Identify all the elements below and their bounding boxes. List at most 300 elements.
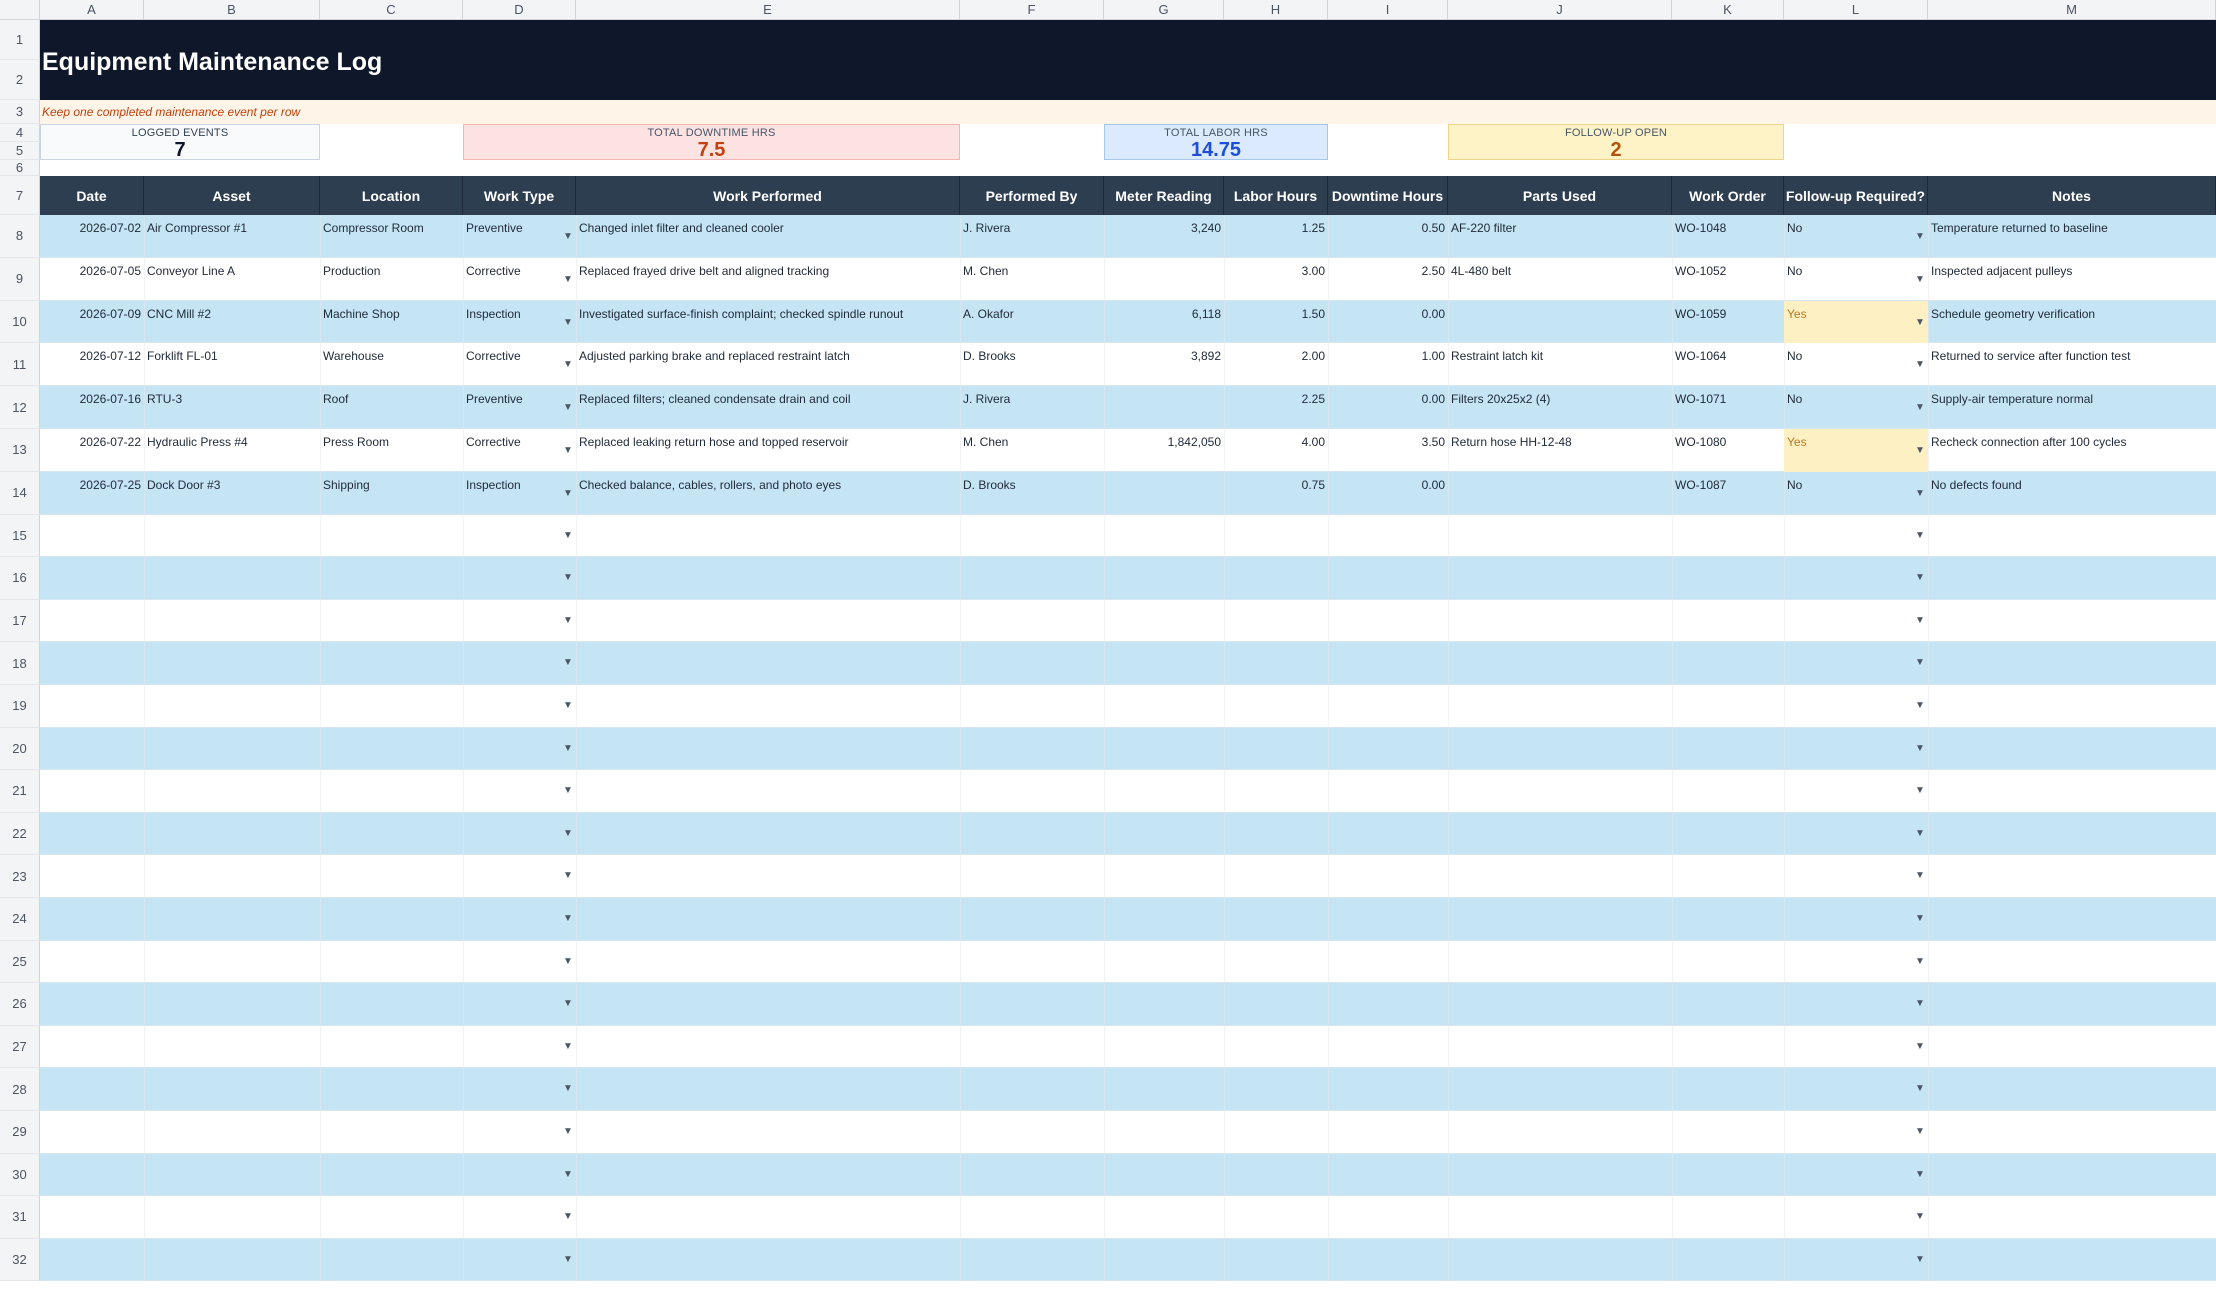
gridline	[1104, 1239, 1105, 1282]
cell-notes[interactable]: Supply-air temperature normal	[1931, 392, 2094, 407]
row-header-29[interactable]: 29	[0, 1111, 40, 1154]
gridline	[1448, 770, 1449, 813]
work-type-dropdown-icon[interactable]: ▼	[563, 1126, 573, 1137]
cell-downtime-hours[interactable]: 3.50	[1421, 435, 1445, 449]
gridline	[144, 642, 145, 685]
row-header-25[interactable]: 25	[0, 941, 40, 984]
cell-work-type[interactable]: Preventive	[466, 392, 523, 407]
follow-up-dropdown-icon[interactable]: ▼	[1915, 1083, 1925, 1095]
gridline	[1928, 685, 1929, 728]
gridline	[320, 983, 321, 1026]
cell-asset[interactable]: Conveyor Line A	[147, 263, 236, 278]
gridline	[320, 642, 321, 685]
follow-up-dropdown-icon[interactable]: ▼	[1915, 487, 1925, 499]
column-title-location[interactable]: Location	[320, 176, 463, 215]
gridline	[1448, 1068, 1449, 1111]
column-title-downtime-hours[interactable]: Downtime Hours	[1328, 176, 1448, 215]
cell-notes[interactable]: Returned to service after function test	[1931, 349, 2131, 364]
cell-follow-up-required[interactable]: Yes	[1784, 301, 1928, 344]
gridline	[1784, 600, 1785, 643]
kpi-label-total-labor-hrs: TOTAL LABOR HRS	[1164, 127, 1268, 139]
gridline	[463, 770, 464, 813]
column-header-j[interactable]: J	[1448, 0, 1672, 20]
empty-row	[40, 1239, 2216, 1282]
row-header-31[interactable]: 31	[0, 1196, 40, 1239]
gridline	[320, 1196, 321, 1239]
column-title-follow-up-required[interactable]: Follow-up Required?	[1784, 176, 1928, 215]
gridline	[1104, 515, 1105, 558]
cell-work-order[interactable]: WO-1048	[1675, 221, 1727, 235]
work-type-dropdown-icon[interactable]: ▼	[563, 529, 573, 541]
gridline	[576, 1111, 577, 1154]
column-title-work-order[interactable]: Work Order	[1672, 176, 1784, 215]
work-type-dropdown-icon[interactable]: ▼	[563, 273, 573, 285]
gridline	[1104, 557, 1105, 600]
gridline	[463, 941, 464, 984]
empty-row	[40, 983, 2216, 1026]
column-header-e[interactable]: E	[576, 0, 960, 20]
cell-location[interactable]: Press Room	[323, 435, 390, 449]
cell-meter-reading[interactable]: 6,118	[1191, 306, 1221, 321]
gridline	[1224, 898, 1225, 941]
gridline	[1448, 1026, 1449, 1069]
gridline	[1672, 1196, 1673, 1239]
cell-notes[interactable]: No defects found	[1931, 477, 2022, 492]
column-header-a[interactable]: A	[40, 0, 144, 20]
row-header-27[interactable]: 27	[0, 1026, 40, 1069]
column-header-c[interactable]: C	[320, 0, 463, 20]
column-header-b[interactable]: B	[144, 0, 320, 20]
gridline	[576, 1068, 577, 1111]
gridline	[1784, 855, 1785, 898]
gridline	[320, 515, 321, 558]
cell-parts-used[interactable]: AF-220 filter	[1451, 221, 1517, 235]
row-header-26[interactable]: 26	[0, 983, 40, 1026]
cell-performed-by[interactable]: M. Chen	[963, 435, 1009, 449]
column-title-parts-used[interactable]: Parts Used	[1448, 176, 1672, 215]
cell-work-performed[interactable]: Investigated surface-finish complaint; checked spindle runout	[579, 306, 904, 321]
gridline	[1224, 685, 1225, 728]
gridline	[144, 1026, 145, 1069]
gridline	[1448, 642, 1449, 685]
cell-labor-hours[interactable]: 3.00	[1301, 263, 1325, 278]
row-header-23[interactable]: 23	[0, 855, 40, 898]
row-header-17[interactable]: 17	[0, 600, 40, 643]
cell-location[interactable]: Machine Shop	[323, 306, 400, 321]
follow-up-dropdown-icon[interactable]: ▼	[1915, 1253, 1925, 1265]
empty-row	[40, 941, 2216, 984]
gridline	[960, 642, 961, 685]
row-header-20[interactable]: 20	[0, 728, 40, 771]
follow-up-dropdown-icon[interactable]: ▼	[1915, 913, 1925, 924]
gridline	[1224, 855, 1225, 898]
cell-work-order[interactable]: WO-1059	[1675, 306, 1727, 321]
cell-location[interactable]: Warehouse	[323, 349, 384, 364]
cell-parts-used[interactable]	[1448, 301, 1672, 344]
work-type-dropdown-icon[interactable]: ▼	[563, 1253, 573, 1265]
column-header-h[interactable]: H	[1224, 0, 1328, 20]
cell-performed-by[interactable]: J. Rivera	[963, 392, 1011, 407]
empty-row	[40, 1196, 2216, 1239]
cell-location[interactable]: Compressor Room	[323, 221, 424, 235]
gridline	[1448, 1239, 1449, 1282]
gridline	[144, 515, 145, 558]
cell-parts-used[interactable]: Filters 20x25x2 (4)	[1451, 392, 1551, 407]
work-type-dropdown-icon[interactable]: ▼	[563, 913, 573, 924]
gridline	[1448, 898, 1449, 941]
column-title-work-type[interactable]: Work Type	[463, 176, 576, 215]
follow-up-dropdown-icon[interactable]: ▼	[1915, 1126, 1925, 1137]
cell-parts-used[interactable]: Restraint latch kit	[1451, 349, 1544, 364]
follow-up-dropdown-icon[interactable]: ▼	[1915, 359, 1925, 371]
gridline	[463, 1196, 464, 1239]
gridline	[463, 1111, 464, 1154]
cell-work-type[interactable]: Inspection	[466, 477, 521, 492]
cell-work-order[interactable]: WO-1087	[1675, 477, 1727, 492]
row-header-8[interactable]: 8	[0, 215, 40, 258]
follow-up-dropdown-icon[interactable]: ▼	[1915, 1211, 1925, 1223]
gridline	[463, 1068, 464, 1111]
gridline	[1224, 642, 1225, 685]
cell-notes[interactable]: Schedule geometry verification	[1931, 306, 2096, 321]
work-type-dropdown-icon[interactable]: ▼	[563, 1211, 573, 1223]
gridline	[960, 515, 961, 558]
cell-labor-hours[interactable]: 2.00	[1301, 349, 1325, 364]
column-title-work-performed[interactable]: Work Performed	[576, 176, 960, 215]
work-type-dropdown-icon[interactable]: ▼	[563, 1083, 573, 1095]
gridline	[1928, 1068, 1929, 1111]
cell-work-performed[interactable]: Replaced frayed drive belt and aligned tracking	[579, 263, 830, 278]
cell-follow-up-required[interactable]: No	[1787, 392, 1803, 407]
gridline	[463, 515, 464, 558]
row-header-14[interactable]: 14	[0, 472, 40, 515]
gridline	[960, 983, 961, 1026]
gridline	[960, 685, 961, 728]
cell-labor-hours[interactable]: 2.25	[1301, 392, 1325, 407]
gridline	[1928, 898, 1929, 941]
gridline	[576, 1026, 577, 1069]
row-header-1[interactable]: 1	[0, 20, 40, 60]
cell-follow-up-required[interactable]: No	[1787, 221, 1803, 235]
gridline	[1672, 1239, 1673, 1282]
gridline	[1224, 600, 1225, 643]
cell-location[interactable]: Production	[323, 263, 381, 278]
follow-up-dropdown-icon[interactable]: ▼	[1915, 572, 1925, 584]
cell-meter-reading[interactable]	[1104, 386, 1224, 429]
empty-row	[40, 515, 2216, 558]
gridline	[1928, 941, 1929, 984]
gridline	[144, 1068, 145, 1111]
cell-notes[interactable]: Recheck connection after 100 cycles	[1931, 435, 2127, 449]
row-header-19[interactable]: 19	[0, 685, 40, 728]
follow-up-dropdown-icon[interactable]: ▼	[1915, 998, 1925, 1010]
cell-meter-reading[interactable]: 3,892	[1190, 349, 1221, 364]
cell-work-performed[interactable]: Checked balance, cables, rollers, and photo eyes	[579, 477, 842, 492]
select-all-corner[interactable]	[0, 0, 40, 20]
row-header-7[interactable]: 7	[0, 176, 40, 215]
gridline	[1448, 1154, 1449, 1197]
gridline	[960, 557, 961, 600]
cell-follow-up-required[interactable]: Yes	[1784, 429, 1928, 472]
column-title-asset[interactable]: Asset	[144, 176, 320, 215]
row-header-4[interactable]: 4	[0, 124, 40, 142]
follow-up-dropdown-icon[interactable]: ▼	[1915, 785, 1925, 797]
cell-date[interactable]: 2026-07-16	[79, 392, 141, 407]
gridline	[320, 600, 321, 643]
work-type-dropdown-icon[interactable]: ▼	[563, 487, 573, 499]
gridline	[1672, 685, 1673, 728]
row-header-6[interactable]: 6	[0, 160, 40, 176]
empty-row	[40, 898, 2216, 941]
gridline	[1448, 941, 1449, 984]
gridline	[463, 898, 464, 941]
gridline	[960, 855, 961, 898]
gridline	[1784, 728, 1785, 771]
gridline	[1672, 983, 1673, 1026]
column-title-labor-hours[interactable]: Labor Hours	[1224, 176, 1328, 215]
gridline	[1448, 515, 1449, 558]
cell-labor-hours[interactable]: 1.50	[1301, 306, 1325, 321]
work-type-dropdown-icon[interactable]: ▼	[563, 1040, 573, 1052]
cell-downtime-hours[interactable]: 1.00	[1421, 349, 1445, 364]
follow-up-dropdown-icon[interactable]: ▼	[1915, 402, 1925, 414]
cell-follow-up-required[interactable]: No	[1787, 349, 1803, 364]
cell-work-order[interactable]: WO-1064	[1675, 349, 1727, 364]
cell-performed-by[interactable]: M. Chen	[963, 263, 1009, 278]
gridline	[1104, 642, 1105, 685]
work-type-dropdown-icon[interactable]: ▼	[563, 316, 573, 328]
gridline	[1672, 855, 1673, 898]
cell-parts-used[interactable]: 4L-480 belt	[1451, 263, 1512, 278]
cell-downtime-hours[interactable]: 0.00	[1421, 392, 1445, 407]
column-header-g[interactable]: G	[1104, 0, 1224, 20]
gridline	[1328, 515, 1329, 558]
cell-work-order[interactable]: WO-1071	[1675, 392, 1727, 407]
follow-up-dropdown-icon[interactable]: ▼	[1915, 445, 1925, 456]
column-title-meter-reading[interactable]: Meter Reading	[1104, 176, 1224, 215]
gridline	[463, 855, 464, 898]
cell-work-type[interactable]: Corrective	[466, 349, 521, 364]
row-header-21[interactable]: 21	[0, 770, 40, 813]
follow-up-dropdown-icon[interactable]: ▼	[1915, 231, 1925, 242]
gridline	[144, 855, 145, 898]
work-type-dropdown-icon[interactable]: ▼	[563, 700, 573, 711]
column-header-d[interactable]: D	[463, 0, 576, 20]
gridline	[576, 855, 577, 898]
cell-work-performed[interactable]: Replaced filters; cleaned condensate drain and coil	[579, 392, 851, 407]
row-header-18[interactable]: 18	[0, 642, 40, 685]
cell-work-type[interactable]: Corrective	[466, 263, 521, 278]
work-type-dropdown-icon[interactable]: ▼	[563, 870, 573, 882]
follow-up-dropdown-icon[interactable]: ▼	[1915, 1040, 1925, 1052]
work-type-dropdown-icon[interactable]: ▼	[563, 445, 573, 456]
cell-asset[interactable]: CNC Mill #2	[147, 306, 212, 321]
column-header-m[interactable]: M	[1928, 0, 2216, 20]
gridline	[1928, 983, 1929, 1026]
cell-follow-up-required[interactable]: No	[1787, 477, 1803, 492]
work-type-dropdown-icon[interactable]: ▼	[563, 1168, 573, 1180]
cell-labor-hours[interactable]: 1.25	[1301, 221, 1325, 235]
cell-notes[interactable]: Inspected adjacent pulleys	[1931, 263, 2073, 278]
gridline	[1672, 1154, 1673, 1197]
kpi-label-logged-events: LOGGED EVENTS	[131, 127, 229, 139]
cell-labor-hours[interactable]: 0.75	[1301, 477, 1325, 492]
cell-follow-up-required[interactable]: No	[1787, 263, 1803, 278]
column-header-f[interactable]: F	[960, 0, 1104, 20]
cell-labor-hours[interactable]: 4.00	[1301, 435, 1325, 449]
row-header-28[interactable]: 28	[0, 1068, 40, 1111]
cell-performed-by[interactable]: J. Rivera	[963, 221, 1011, 235]
follow-up-dropdown-icon[interactable]: ▼	[1915, 614, 1925, 626]
gridline	[576, 1196, 577, 1239]
gridline	[1224, 941, 1225, 984]
cell-date[interactable]: 2026-07-09	[79, 306, 141, 321]
gridline	[320, 898, 321, 941]
column-title-notes[interactable]: Notes	[1928, 176, 2216, 215]
follow-up-dropdown-icon[interactable]: ▼	[1915, 870, 1925, 882]
cell-work-type[interactable]: Corrective	[466, 435, 521, 449]
cell-downtime-hours[interactable]: 0.50	[1421, 221, 1445, 235]
row-header-5[interactable]: 5	[0, 142, 40, 160]
cell-work-order[interactable]: WO-1080	[1675, 435, 1727, 449]
cell-date[interactable]: 2026-07-25	[79, 477, 141, 492]
cell-parts-used[interactable]: Return hose HH-12-48	[1451, 435, 1572, 449]
gridline	[1448, 983, 1449, 1026]
gridline	[320, 1026, 321, 1069]
gridline	[1224, 1196, 1225, 1239]
work-type-dropdown-icon[interactable]: ▼	[563, 785, 573, 797]
work-type-dropdown-icon[interactable]: ▼	[563, 955, 573, 967]
cell-downtime-hours[interactable]: 0.00	[1421, 477, 1445, 492]
work-type-dropdown-icon[interactable]: ▼	[563, 402, 573, 414]
column-title-performed-by[interactable]: Performed By	[960, 176, 1104, 215]
work-type-dropdown-icon[interactable]: ▼	[563, 614, 573, 626]
gridline	[1928, 728, 1929, 771]
gridline	[463, 557, 464, 600]
cell-downtime-hours[interactable]: 0.00	[1421, 306, 1445, 321]
work-type-dropdown-icon[interactable]: ▼	[563, 742, 573, 754]
cell-work-order[interactable]: WO-1052	[1675, 263, 1727, 278]
work-type-dropdown-icon[interactable]: ▼	[563, 231, 573, 242]
row-header-12[interactable]: 12	[0, 386, 40, 429]
follow-up-dropdown-icon[interactable]: ▼	[1915, 657, 1925, 669]
cell-work-type[interactable]: Inspection	[466, 306, 521, 321]
gridline	[1224, 557, 1225, 600]
column-title-date[interactable]: Date	[40, 176, 144, 215]
gridline	[1928, 855, 1929, 898]
row-header-16[interactable]: 16	[0, 557, 40, 600]
follow-up-dropdown-icon[interactable]: ▼	[1915, 955, 1925, 967]
row-header-11[interactable]: 11	[0, 343, 40, 386]
follow-up-dropdown-icon[interactable]: ▼	[1915, 700, 1925, 711]
cell-asset[interactable]: Hydraulic Press #4	[147, 435, 248, 449]
cell-meter-reading[interactable]	[1104, 258, 1224, 301]
cell-notes[interactable]: Temperature returned to baseline	[1931, 221, 2108, 235]
follow-up-dropdown-icon[interactable]: ▼	[1915, 827, 1925, 839]
gridline	[1104, 898, 1105, 941]
cell-downtime-hours[interactable]: 2.50	[1421, 263, 1445, 278]
cell-date[interactable]: 2026-07-22	[79, 435, 141, 449]
gridline	[1448, 557, 1449, 600]
empty-row	[40, 600, 2216, 643]
work-type-dropdown-icon[interactable]: ▼	[563, 657, 573, 669]
cell-asset[interactable]: Air Compressor #1	[147, 221, 248, 235]
follow-up-dropdown-icon[interactable]: ▼	[1915, 742, 1925, 754]
empty-row	[40, 1026, 2216, 1069]
gridline	[144, 983, 145, 1026]
cell-work-performed[interactable]: Adjusted parking brake and replaced restraint latch	[579, 349, 850, 364]
column-header-k[interactable]: K	[1672, 0, 1784, 20]
follow-up-dropdown-icon[interactable]: ▼	[1915, 316, 1925, 328]
row-header-30[interactable]: 30	[0, 1154, 40, 1197]
cell-meter-reading[interactable]: 3,240	[1190, 221, 1221, 235]
follow-up-dropdown-icon[interactable]: ▼	[1915, 1168, 1925, 1180]
cell-work-performed[interactable]: Replaced leaking return hose and topped reservoir	[579, 435, 849, 449]
gridline	[1224, 728, 1225, 771]
cell-meter-reading[interactable]: 1,842,050	[1167, 435, 1221, 449]
cell-location[interactable]: Shipping	[323, 477, 370, 492]
follow-up-dropdown-icon[interactable]: ▼	[1915, 529, 1925, 541]
cell-date[interactable]: 2026-07-12	[79, 349, 141, 364]
gridline	[144, 1111, 145, 1154]
cell-location[interactable]: Roof	[323, 392, 349, 407]
cell-asset[interactable]: RTU-3	[147, 392, 183, 407]
cell-asset[interactable]: Forklift FL-01	[147, 349, 218, 364]
cell-performed-by[interactable]: D. Brooks	[963, 349, 1016, 364]
gridline	[1784, 1154, 1785, 1197]
sheet-title: Equipment Maintenance Log	[42, 48, 383, 76]
gridline	[1328, 813, 1329, 856]
work-type-dropdown-icon[interactable]: ▼	[563, 827, 573, 839]
follow-up-dropdown-icon[interactable]: ▼	[1915, 273, 1925, 285]
cell-asset[interactable]: Dock Door #3	[147, 477, 221, 492]
cell-performed-by[interactable]: D. Brooks	[963, 477, 1016, 492]
gridline	[1104, 728, 1105, 771]
column-header-l[interactable]: L	[1784, 0, 1928, 20]
column-header-i[interactable]: I	[1328, 0, 1448, 20]
row-header-13[interactable]: 13	[0, 429, 40, 472]
gridline	[320, 813, 321, 856]
gridline	[1928, 1196, 1929, 1239]
cell-date[interactable]: 2026-07-05	[79, 263, 141, 278]
row-header-2[interactable]: 2	[0, 60, 40, 100]
cell-work-performed[interactable]: Changed inlet filter and cleaned cooler	[579, 221, 784, 235]
kpi-value-total-labor-hrs: 14.75	[1190, 139, 1242, 161]
row-header-15[interactable]: 15	[0, 515, 40, 558]
gridline	[1672, 1111, 1673, 1154]
cell-performed-by[interactable]: A. Okafor	[963, 306, 1014, 321]
row-header-9[interactable]: 9	[0, 258, 40, 301]
gridline	[1104, 1196, 1105, 1239]
row-header-3[interactable]: 3	[0, 100, 40, 124]
gridline	[1784, 1196, 1785, 1239]
cell-parts-used[interactable]	[1448, 472, 1672, 515]
work-type-dropdown-icon[interactable]: ▼	[563, 359, 573, 371]
cell-meter-reading[interactable]	[1104, 472, 1224, 515]
work-type-dropdown-icon[interactable]: ▼	[563, 998, 573, 1010]
cell-work-type[interactable]: Preventive	[466, 221, 523, 235]
row-header-32[interactable]: 32	[0, 1239, 40, 1282]
empty-row	[40, 770, 2216, 813]
gridline	[1104, 770, 1105, 813]
row-header-24[interactable]: 24	[0, 898, 40, 941]
gridline	[463, 983, 464, 1026]
cell-date[interactable]: 2026-07-02	[79, 221, 141, 235]
work-type-dropdown-icon[interactable]: ▼	[563, 572, 573, 584]
row-header-10[interactable]: 10	[0, 301, 40, 344]
gridline	[576, 642, 577, 685]
row-header-22[interactable]: 22	[0, 813, 40, 856]
